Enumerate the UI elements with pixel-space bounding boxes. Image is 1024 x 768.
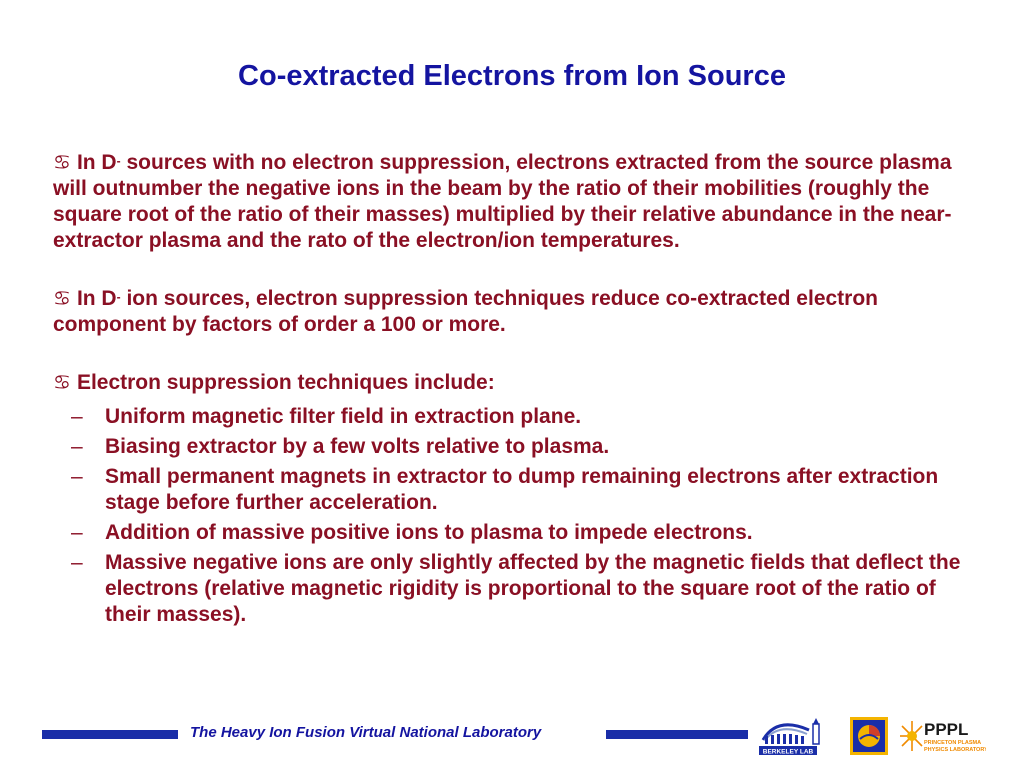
sub-bullet-item: – Biasing extractor by a few volts relative to plasma. (71, 435, 610, 458)
sub-bullet-item: – Massive negative ions are only slightly affected by the magnetic fields that deflect the electrons (relative magnetic rigidity is proportional to the square root of the ratio of their masses). (71, 551, 961, 626)
dash-marker: – (71, 405, 83, 428)
berkeley-lab-logo-text: BERKELEY LAB (762, 748, 814, 756)
bullet-suppression-techniques (53, 370, 973, 628)
bullet-d-sources (53, 150, 973, 254)
pppl-logo-subtext-1: PRINCETON PLASMA (924, 740, 982, 746)
slide-title: Co-extracted Electrons from Ion Source (238, 60, 786, 92)
sub-bullet-item: – Small permanent magnets in extractor to dump remaining electrons after extraction stage before further acceleration. (71, 465, 939, 514)
bullet-glyph: ♋ (53, 152, 71, 174)
footer-bar-right (606, 730, 748, 739)
bullet-lead: In D (76, 151, 117, 174)
bullet-glyph: ♋ (53, 288, 71, 310)
sub-bullet-list (53, 404, 973, 628)
superscript-minus: - (116, 154, 121, 168)
footer-bar-left (42, 730, 178, 739)
hif-logo (850, 717, 888, 755)
superscript-minus: - (116, 290, 121, 304)
bullet-text: ion sources, electron suppression techniques reduce co-extracted electron component by factors of order a 100 or more. (53, 287, 879, 336)
footer-lab-name: The Heavy Ion Fusion Virtual National Laboratory (190, 724, 542, 741)
sub-bullet-item: – Uniform magnetic filter field in extraction plane. (71, 405, 582, 428)
sub-bullet-item: – Addition of massive positive ions to plasma to impede electrons. (71, 521, 753, 544)
bullet-lead: In D (76, 287, 117, 310)
slide-content (53, 150, 973, 632)
dash-marker: – (71, 551, 83, 574)
pppl-logo (898, 715, 986, 757)
dash-marker: – (71, 521, 83, 544)
berkeley-lab-logo (757, 710, 829, 758)
dash-marker: – (71, 465, 83, 488)
pppl-logo-subtext-2: PHYSICS LABORATORY (924, 747, 986, 753)
bullet-d-ion-sources (53, 286, 973, 338)
bullet-text: Electron suppression techniques include: (76, 371, 495, 394)
dash-marker: – (71, 435, 83, 458)
bullet-glyph: ♋ (53, 372, 71, 394)
bullet-text: sources with no electron suppression, electrons extracted from the source plasma will outnumber the negative ions in the beam by the ratio of their mobilities (roughly the square root of the ratio of their masses) multiplied by their relative abundance in the near-extractor plasma and the rato of the electron/ion temperatures. (53, 151, 952, 252)
pppl-logo-text: PPPL (924, 720, 969, 739)
